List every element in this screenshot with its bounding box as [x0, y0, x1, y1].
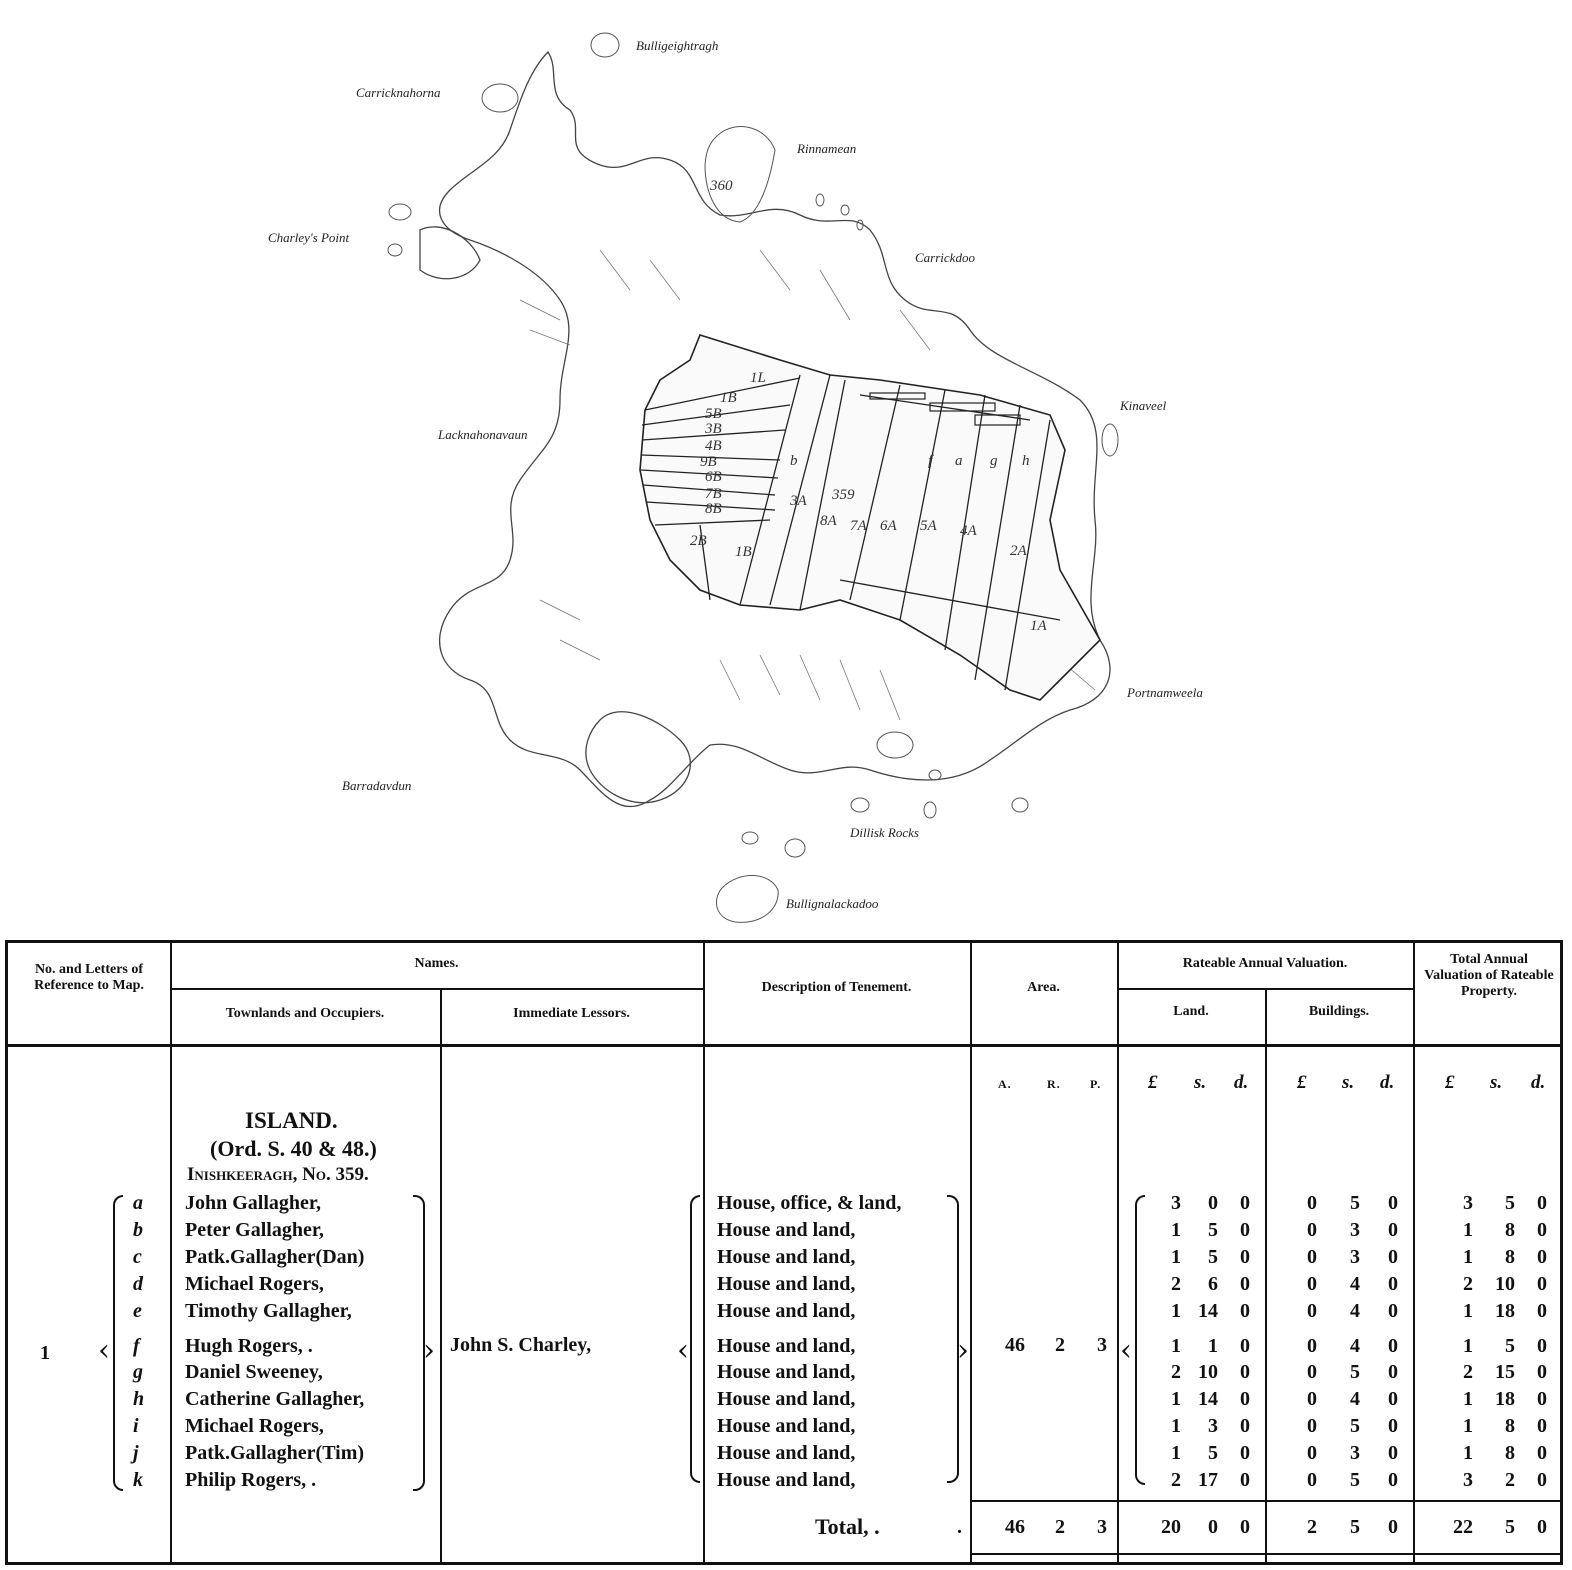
header-rateable-valuation: Rateable Annual Valuation. — [1182, 956, 1348, 971]
plot-label: 2A — [1010, 543, 1027, 559]
row-buildings-pounds: 0 — [1307, 1218, 1317, 1241]
row-land-pounds: 1 — [1171, 1245, 1181, 1268]
row-description: House, office, & land, — [717, 1192, 902, 1214]
parcel-360: 360 — [710, 178, 733, 194]
plot-label: 6B — [705, 469, 722, 485]
header-reference: No. and Letters of Reference to Map. — [34, 962, 144, 993]
row-letter: d — [133, 1272, 143, 1295]
plot-label: 4A — [960, 523, 977, 539]
row-occupier: John Gallagher, — [185, 1192, 321, 1214]
row-occupier: Michael Rogers, — [185, 1415, 324, 1438]
row-total-shillings: 15 — [1495, 1361, 1515, 1384]
row-land-pence: 0 — [1240, 1388, 1250, 1411]
area-roods: 2 — [1055, 1334, 1065, 1356]
place-bullignalackadoo: Bullignalackadoo — [786, 896, 879, 911]
plot-label: 5B — [705, 406, 722, 422]
row-buildings-shillings: 4 — [1350, 1272, 1360, 1295]
unit-buildings-pence: d. — [1380, 1072, 1395, 1093]
row-land-pounds: 1 — [1171, 1415, 1181, 1438]
row-land-pence: 0 — [1240, 1469, 1250, 1491]
row-total-pounds: 1 — [1463, 1218, 1473, 1241]
row-buildings-shillings: 3 — [1350, 1218, 1360, 1241]
row-land-shillings: 1 — [1208, 1334, 1218, 1357]
row-total-shillings: 2 — [1505, 1469, 1515, 1491]
area-acres: 46 — [1005, 1334, 1025, 1356]
unit-land-pounds: £ — [1148, 1072, 1158, 1093]
row-description: House and land, — [717, 1334, 856, 1357]
row-buildings-pence: 0 — [1388, 1299, 1398, 1322]
plot-label: 1A — [1030, 618, 1047, 634]
row-occupier: Daniel Sweeney, — [185, 1361, 323, 1384]
section-title: ISLAND. — [245, 1108, 338, 1133]
parcel-359: 359 — [832, 487, 855, 503]
plot-label: h — [1022, 453, 1030, 469]
row-total-pence: 0 — [1537, 1272, 1547, 1295]
row-land-shillings: 5 — [1208, 1442, 1218, 1465]
total-land-shillings: 0 — [1208, 1516, 1218, 1538]
total-land-pence: 0 — [1240, 1516, 1250, 1538]
row-land-shillings: 14 — [1198, 1388, 1218, 1411]
plot-label: 6A — [880, 518, 897, 534]
row-land-pounds: 1 — [1171, 1334, 1181, 1357]
unit-roods: R. — [1047, 1077, 1061, 1091]
row-land-shillings: 14 — [1198, 1299, 1218, 1322]
place-kinaveel: Kinaveel — [1120, 398, 1167, 413]
reference-number: 1 — [40, 1342, 50, 1364]
section-townland: Inishkeeragh, No. 359. — [187, 1164, 369, 1185]
header-townlands-occupiers: Townlands and Occupiers. — [225, 1006, 385, 1021]
row-total-pence: 0 — [1537, 1299, 1547, 1322]
header-area: Area. — [1027, 980, 1060, 995]
row-total-shillings: 18 — [1495, 1388, 1515, 1411]
row-total-pence: 0 — [1537, 1334, 1547, 1357]
total-label: Total, . — [815, 1514, 880, 1539]
row-buildings-pounds: 0 — [1307, 1334, 1317, 1357]
row-buildings-pence: 0 — [1388, 1334, 1398, 1357]
row-total-pounds: 1 — [1463, 1415, 1473, 1438]
unit-land-pence: d. — [1234, 1072, 1249, 1093]
row-occupier: Hugh Rogers, . — [185, 1334, 313, 1357]
row-occupier: Peter Gallagher, — [185, 1218, 324, 1241]
row-total-pence: 0 — [1537, 1361, 1547, 1384]
row-buildings-pence: 0 — [1388, 1361, 1398, 1384]
row-total-pence: 0 — [1537, 1469, 1547, 1491]
total-land-pounds: 20 — [1161, 1516, 1181, 1538]
row-total-pence: 0 — [1537, 1388, 1547, 1411]
total-area-perches: 3 — [1097, 1516, 1107, 1538]
row-description: House and land, — [717, 1245, 856, 1268]
row-land-pence: 0 — [1240, 1218, 1250, 1241]
row-total-pence: 0 — [1537, 1442, 1547, 1465]
place-portnamweela: Portnamweela — [1127, 685, 1203, 700]
row-buildings-shillings: 3 — [1350, 1245, 1360, 1268]
row-buildings-pounds: 0 — [1307, 1299, 1317, 1322]
unit-buildings-pounds: £ — [1297, 1072, 1307, 1093]
row-buildings-pounds: 0 — [1307, 1272, 1317, 1295]
row-letter: j — [133, 1442, 139, 1465]
header-total-valuation: Total Annual Valuation of Rateable Property. — [1424, 952, 1554, 999]
unit-buildings-shillings: s. — [1342, 1072, 1355, 1093]
total-shillings: 5 — [1505, 1516, 1515, 1538]
row-total-pounds: 1 — [1463, 1299, 1473, 1322]
row-description: House and land, — [717, 1388, 856, 1411]
row-letter: h — [133, 1388, 145, 1411]
row-land-pounds: 1 — [1171, 1218, 1181, 1241]
row-total-pence: 0 — [1537, 1218, 1547, 1241]
row-total-pence: 0 — [1537, 1415, 1547, 1438]
row-letter: a — [133, 1192, 143, 1214]
row-land-pounds: 3 — [1171, 1192, 1181, 1214]
row-land-pence: 0 — [1240, 1272, 1250, 1295]
unit-acres: A. — [998, 1077, 1012, 1091]
row-land-pence: 0 — [1240, 1192, 1250, 1214]
section-ord: (Ord. S. 40 & 48.) — [210, 1136, 377, 1161]
plot-label: 3B — [705, 421, 722, 437]
row-buildings-shillings: 4 — [1350, 1388, 1360, 1411]
row-land-shillings: 10 — [1198, 1361, 1218, 1384]
row-buildings-pounds: 0 — [1307, 1245, 1317, 1268]
row-description: House and land, — [717, 1272, 856, 1295]
total-buildings-pounds: 2 — [1307, 1516, 1317, 1538]
row-buildings-shillings: 5 — [1350, 1469, 1360, 1491]
row-letter: b — [133, 1218, 143, 1241]
row-buildings-shillings: 4 — [1350, 1299, 1360, 1322]
unit-total-pence: d. — [1531, 1072, 1546, 1093]
row-letter: k — [133, 1469, 143, 1491]
place-charleys-point: Charley's Point — [268, 230, 350, 245]
plot-label: 5A — [920, 518, 937, 534]
plot-label: 9B — [700, 454, 717, 470]
row-total-shillings: 5 — [1505, 1334, 1515, 1357]
row-letter: c — [133, 1245, 142, 1268]
row-buildings-shillings: 4 — [1350, 1334, 1360, 1357]
row-buildings-pence: 0 — [1388, 1218, 1398, 1241]
row-buildings-pounds: 0 — [1307, 1442, 1317, 1465]
row-occupier: Michael Rogers, — [185, 1272, 324, 1295]
place-dillisk-rocks: Dillisk Rocks — [850, 825, 919, 840]
header-buildings: Buildings. — [1308, 1004, 1370, 1019]
plot-label: 7B — [705, 486, 722, 502]
row-land-pounds: 1 — [1171, 1388, 1181, 1411]
total-buildings-shillings: 5 — [1350, 1516, 1360, 1538]
row-buildings-pounds: 0 — [1307, 1469, 1317, 1491]
plot-label: 3A — [790, 493, 807, 509]
plot-label: f — [928, 453, 933, 469]
row-letter: g — [133, 1361, 143, 1384]
row-occupier: Timothy Gallagher, — [185, 1299, 352, 1322]
row-total-pounds: 1 — [1463, 1245, 1473, 1268]
plot-label: 1B — [735, 544, 752, 560]
row-land-pounds: 2 — [1171, 1272, 1181, 1295]
total-buildings-pence: 0 — [1388, 1516, 1398, 1538]
row-buildings-pence: 0 — [1388, 1245, 1398, 1268]
row-buildings-shillings: 5 — [1350, 1361, 1360, 1384]
row-occupier: Patk.Gallagher(Tim) — [185, 1442, 365, 1465]
row-description: House and land, — [717, 1218, 856, 1241]
row-letter: f — [133, 1334, 140, 1357]
row-land-pence: 0 — [1240, 1299, 1250, 1322]
row-total-shillings: 10 — [1495, 1272, 1515, 1295]
row-land-shillings: 5 — [1208, 1218, 1218, 1241]
plot-label: g — [990, 453, 998, 469]
row-land-pence: 0 — [1240, 1245, 1250, 1268]
row-buildings-pounds: 0 — [1307, 1388, 1317, 1411]
row-occupier: Philip Rogers, . — [185, 1469, 317, 1491]
plot-label: 8A — [820, 513, 837, 529]
unit-land-shillings: s. — [1194, 1072, 1207, 1093]
row-buildings-shillings: 5 — [1350, 1415, 1360, 1438]
row-letter: e — [133, 1299, 142, 1322]
row-buildings-pounds: 0 — [1307, 1192, 1317, 1214]
row-land-pence: 0 — [1240, 1415, 1250, 1438]
row-description: House and land, — [717, 1469, 856, 1491]
row-total-pounds: 1 — [1463, 1442, 1473, 1465]
row-land-pence: 0 — [1240, 1361, 1250, 1384]
row-total-pounds: 3 — [1463, 1469, 1473, 1491]
header-land: Land. — [1173, 1004, 1209, 1019]
row-description: House and land, — [717, 1299, 856, 1322]
unit-total-pounds: £ — [1445, 1072, 1455, 1093]
row-total-pounds: 1 — [1463, 1388, 1473, 1411]
row-letter: i — [133, 1415, 139, 1438]
place-carrickdoo: Carrickdoo — [915, 250, 975, 265]
header-description: Description of Tenement. — [761, 980, 912, 995]
place-bulligeightragh: Bulligeightragh — [636, 38, 719, 53]
row-total-pounds: 2 — [1463, 1361, 1473, 1384]
row-description: House and land, — [717, 1415, 856, 1438]
place-rinnamean: Rinnamean — [797, 141, 857, 156]
place-lacknahonavaun: Lacknahonavaun — [438, 427, 528, 442]
header-immediate-lessors: Immediate Lessors. — [513, 1006, 630, 1021]
row-total-shillings: 8 — [1505, 1415, 1515, 1438]
valuation-table: No. and Letters of Reference to Map. Names. Townlands and Occupiers. Immediate Lessors. Description of Tenement. Area. Rateable Annual Valuation. Land. Buildings. Total Annual Valuation of Rateable Property. A. R. P. £ s. d. £ s. d. £ s. d. ISLAND. (Ord. S. 40 & 48.) Inishkeeragh, No. 359. 1 ‹ › John S. Charley, ‹ › ‹ 46 2 3 a John Gallagher, House, office, & land, 3 0 0 0 5 0 3 5 0 b Peter Gallagher, House and land, 1 5 0 0 3 0 1 8 0 c Patk.Gallagher(Dan) House and land, 1 5 0 0 3 0 1 8 0 d Michael Rogers, House and land, 2 6 0 0 4 0 2 10 0 e Timothy Gallagher, House and land, 1 14 0 0 4 0 1 18 0 f Hugh Rogers, . House and land, 1 1 0 0 4 0 1 5 0 g Daniel Sweeney, House and land, 2 10 0 0 5 0 2 15 0 h Catherine Gallagher, House and land, 1 14 0 0 4 0 1 18 0 i Michael Rogers, House and land, 1 3 0 0 5 0 1 8 0 j Patk.Gallagher(Tim) House and land, 1 5 0 0 3 0 1 8 0 k Philip Rogers, . House and land, 2 17 0 0 5 0 3 2 0 Total, . . 46 2 3 20 0 0 2 5 0 22 5 0 — [5, 940, 1563, 1565]
plot-label: b — [790, 453, 798, 469]
total-area-acres: 46 — [1005, 1516, 1025, 1538]
total-area-roods: 2 — [1055, 1516, 1065, 1538]
row-land-pounds: 1 — [1171, 1299, 1181, 1322]
row-total-pence: 0 — [1537, 1245, 1547, 1268]
cultivated-land — [640, 335, 1100, 700]
place-carricknahorna: Carricknahorna — [356, 85, 441, 100]
plot-label: 1L — [750, 370, 766, 386]
row-total-pounds: 3 — [1463, 1192, 1473, 1214]
plot-label: 1B — [720, 390, 737, 406]
unit-perches: P. — [1090, 1077, 1102, 1091]
lessor: John S. Charley, — [450, 1334, 592, 1356]
row-land-pence: 0 — [1240, 1334, 1250, 1357]
plot-label: 8B — [705, 501, 722, 517]
row-buildings-pence: 0 — [1388, 1272, 1398, 1295]
row-occupier: Catherine Gallagher, — [185, 1388, 365, 1411]
plot-label: 2B — [690, 533, 707, 549]
plot-label: 7A — [850, 518, 867, 534]
plot-label: a — [955, 453, 963, 469]
row-land-pounds: 2 — [1171, 1469, 1181, 1491]
row-buildings-shillings: 5 — [1350, 1192, 1360, 1214]
row-buildings-pence: 0 — [1388, 1192, 1398, 1214]
header-names: Names. — [414, 956, 459, 971]
row-land-shillings: 0 — [1208, 1192, 1218, 1214]
row-occupier: Patk.Gallagher(Dan) — [185, 1245, 365, 1268]
row-land-pounds: 1 — [1171, 1442, 1181, 1465]
row-land-pounds: 2 — [1171, 1361, 1181, 1384]
row-land-pence: 0 — [1240, 1442, 1250, 1465]
row-buildings-pence: 0 — [1388, 1415, 1398, 1438]
row-total-pounds: 1 — [1463, 1334, 1473, 1357]
row-total-shillings: 8 — [1505, 1245, 1515, 1268]
row-total-shillings: 5 — [1505, 1192, 1515, 1214]
row-buildings-pence: 0 — [1388, 1388, 1398, 1411]
row-total-shillings: 8 — [1505, 1442, 1515, 1465]
row-description: House and land, — [717, 1361, 856, 1384]
place-barradavdun: Barradavdun — [342, 778, 412, 793]
row-buildings-pence: 0 — [1388, 1469, 1398, 1491]
total-pounds: 22 — [1453, 1516, 1473, 1538]
row-land-shillings: 17 — [1198, 1469, 1218, 1491]
row-buildings-pounds: 0 — [1307, 1415, 1317, 1438]
row-total-pence: 0 — [1537, 1192, 1547, 1214]
plot-label: 4B — [705, 438, 722, 454]
row-land-shillings: 3 — [1208, 1415, 1218, 1438]
row-total-pounds: 2 — [1463, 1272, 1473, 1295]
row-land-shillings: 5 — [1208, 1245, 1218, 1268]
row-total-shillings: 18 — [1495, 1299, 1515, 1322]
row-land-shillings: 6 — [1208, 1272, 1218, 1295]
total-pence: 0 — [1537, 1516, 1547, 1538]
row-description: House and land, — [717, 1442, 856, 1465]
row-total-shillings: 8 — [1505, 1218, 1515, 1241]
unit-total-shillings: s. — [1490, 1072, 1503, 1093]
row-buildings-shillings: 3 — [1350, 1442, 1360, 1465]
row-buildings-pounds: 0 — [1307, 1361, 1317, 1384]
row-buildings-pence: 0 — [1388, 1442, 1398, 1465]
area-perches: 3 — [1097, 1334, 1107, 1356]
